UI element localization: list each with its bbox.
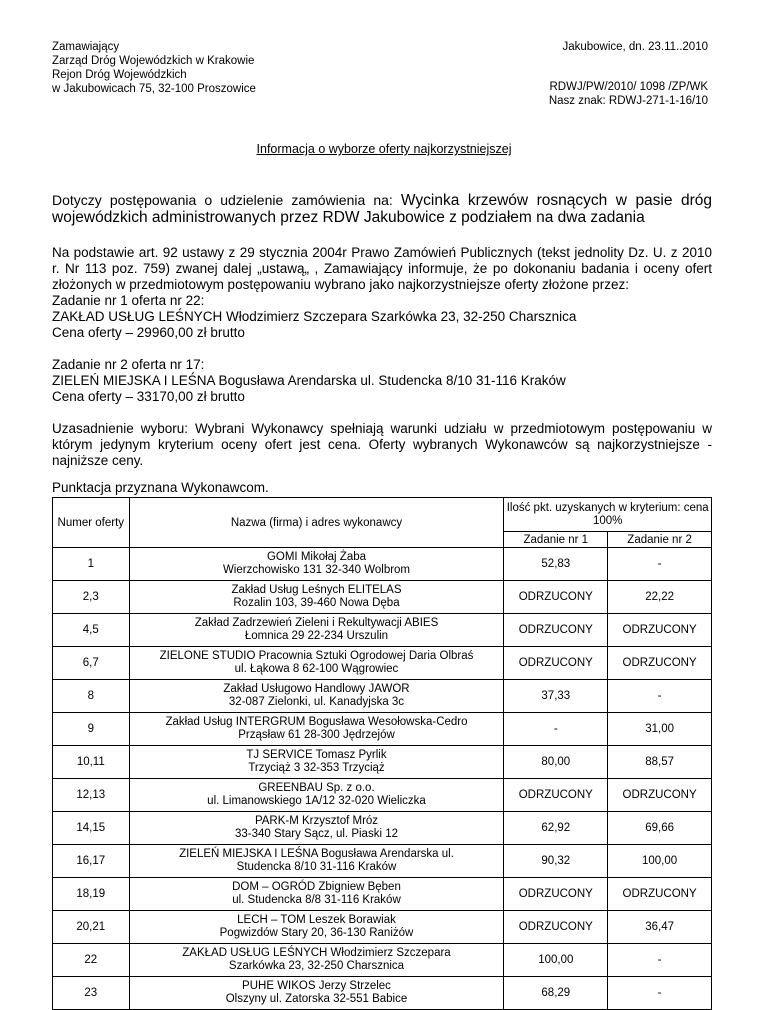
col-task2: Zadanie nr 2 <box>608 532 712 548</box>
task2-line: Zadanie nr 2 oferta nr 17: <box>52 357 205 372</box>
offer-number: 18,19 <box>53 878 130 911</box>
table-row <box>53 581 712 614</box>
col-criteria: Ilość pkt. uzyskanych w kryterium: cena 100% <box>504 498 712 532</box>
subject-lead: Dotyczy postępowania o udzielenie zamówienia na: <box>52 192 393 208</box>
task1-company: ZAKŁAD USŁUG LEŚNYCH Włodzimierz Szczepara Szarkówka 23, 32-250 Charsznica <box>52 309 577 324</box>
task2-company: ZIELEŃ MIEJSKA I LEŚNA Bogusława Arendarska ul. Studencka 8/10 31-116 Kraków <box>52 373 566 388</box>
task2-score: - <box>608 944 712 977</box>
table-row <box>53 812 712 845</box>
reference-number: RDWJ/PW/2010/ 1098 /ZP/WK <box>549 81 708 93</box>
contractor-cell <box>129 944 504 977</box>
offer-number: 4,5 <box>53 614 130 647</box>
contractor-cell <box>129 878 504 911</box>
table-row <box>53 746 712 779</box>
task2-score: 22,22 <box>608 581 712 614</box>
task2-score: 100,00 <box>608 845 712 878</box>
table-row <box>53 548 712 581</box>
ordering-party-block <box>52 40 256 96</box>
offer-number: 6,7 <box>53 647 130 680</box>
ordering-party-line: Zamawiający <box>52 41 120 53</box>
task2-score: - <box>608 548 712 581</box>
task1-score: ODRZUCONY <box>504 878 608 911</box>
table-row <box>53 614 712 647</box>
subject-paragraph <box>52 192 712 226</box>
offer-number: 16,17 <box>53 845 130 878</box>
col-task1: Zadanie nr 1 <box>504 532 608 548</box>
offer-number: 20,21 <box>53 911 130 944</box>
offer-number: 9 <box>53 713 130 746</box>
task2-score: ODRZUCONY <box>608 647 712 680</box>
contractor-cell <box>129 779 504 812</box>
contractor-address: ul. Studencka 8/8 31-116 Kraków <box>232 894 401 906</box>
table-row <box>53 878 712 911</box>
contractor-name: ZIELONE STUDIO Pracownia Sztuki Ogrodowej Daria Olbraś <box>159 650 474 662</box>
table-row <box>53 977 712 1010</box>
document-title: Informacja o wyborze oferty najkorzystniejszej <box>256 142 512 156</box>
task2-score: 69,66 <box>608 812 712 845</box>
ordering-party-line: Zarząd Dróg Wojewódzkich w Krakowie <box>52 55 255 67</box>
task2-score: ODRZUCONY <box>608 878 712 911</box>
contractor-address: Olszyny ul. Zatorska 32-551 Babice <box>225 993 408 1005</box>
contractor-cell <box>129 977 504 1010</box>
basis-paragraph <box>52 245 712 469</box>
task1-score: ODRZUCONY <box>504 911 608 944</box>
contractor-address: Szarkówka 23, 32-250 Charsznica <box>228 960 405 972</box>
contractor-name: Zakład Usługowo Handlowy JAWOR <box>223 683 410 695</box>
contractor-name: Zakład Zadrzewień Zieleni i Rekultywacji ABIES <box>194 617 439 629</box>
contractor-cell <box>129 845 504 878</box>
contractor-cell <box>129 812 504 845</box>
task1-score: 62,92 <box>504 812 608 845</box>
offer-number: 1 <box>53 548 130 581</box>
contractor-address: Trzyciąż 3 32-353 Trzyciąż <box>248 762 385 774</box>
basis-text: Na podstawie art. 92 ustawy z 29 stycznia 2004r Prawo Zamówień Publicznych (tekst jednolity Dz. U. z 2010 r. Nr 113 poz. 759) zwanej dalej „ustawą„ , Zamawiający informuje, że po dokonaniu badania i oceny ofert złożonych w przedmiotowym postępowaniu wybrano jako najkorzystniejsze oferty złożone przez: <box>52 245 712 292</box>
task2-score: - <box>608 680 712 713</box>
contractor-name: GREENBAU Sp. z o.o. <box>258 782 375 794</box>
contractor-name: ZIELEŃ MIEJSKA I LEŚNA Bogusława Arendarska ul. <box>179 848 454 860</box>
offer-number: 12,13 <box>53 779 130 812</box>
our-reference: Nasz znak: RDWJ-271-1-16/10 <box>548 95 708 107</box>
task1-score: 80,00 <box>504 746 608 779</box>
offer-number: 8 <box>53 680 130 713</box>
task1-score: 37,33 <box>504 680 608 713</box>
contractor-address: Studencka 8/10 31-116 Kraków <box>236 861 397 873</box>
reference-block <box>549 40 708 108</box>
task2-score: 88,57 <box>608 746 712 779</box>
task1-score: ODRZUCONY <box>504 614 608 647</box>
contractor-name: DOM – OGRÓD Zbigniew Bęben <box>232 881 401 893</box>
contractor-name: ZAKŁAD USŁUG LEŚNYCH Włodzimierz Szczepara <box>182 947 451 959</box>
contractor-address: Wierzchowisko 131 32-340 Wolbrom <box>222 564 411 576</box>
task1-score: 90,32 <box>504 845 608 878</box>
contractor-cell <box>129 746 504 779</box>
contractor-cell <box>129 680 504 713</box>
task1-score: ODRZUCONY <box>504 779 608 812</box>
task1-score: 52,83 <box>504 548 608 581</box>
contractor-address: Pogwizdów Stary 20, 36-130 Raniżów <box>219 927 414 939</box>
contractor-cell <box>129 713 504 746</box>
ordering-party-line: w Jakubowicach 75, 32-100 Proszowice <box>52 83 256 95</box>
offer-number: 22 <box>53 944 130 977</box>
place-date: Jakubowice, dn. 23.11..2010 <box>562 41 708 53</box>
task1-score: ODRZUCONY <box>504 581 608 614</box>
contractor-address: 32-087 Zielonki, ul. Kanadyjska 3c <box>228 696 405 708</box>
task2-score: 36,47 <box>608 911 712 944</box>
contractor-address: Prząsław 61 28-300 Jędrzejów <box>238 729 395 741</box>
task2-score: 31,00 <box>608 713 712 746</box>
contractor-cell <box>129 911 504 944</box>
task2-score: ODRZUCONY <box>608 614 712 647</box>
table-row <box>53 647 712 680</box>
task2-price: Cena oferty – 33170,00 zł brutto <box>52 389 245 404</box>
contractor-cell <box>129 548 504 581</box>
contractor-address: 33-340 Stary Sącz, ul. Piaski 12 <box>234 828 398 840</box>
contractor-name: PUHE WIKOS Jerzy Strzelec <box>242 980 391 992</box>
contractor-address: Łomnica 29 22-234 Urszulin <box>244 630 389 642</box>
offer-number: 14,15 <box>53 812 130 845</box>
table-row <box>53 713 712 746</box>
contractor-cell <box>129 581 504 614</box>
justification-text: Uzasadnienie wyboru: Wybrani Wykonawcy spełniają warunki udziału w przedmiotowym postępowaniu w którym jedynym kryterium oceny ofert jest cena. Oferty wybranych Wykonawców są najkorzystniejsze - najniższe ceny. <box>52 421 712 468</box>
subject-name: Wycinka krzewów rosnących w pasie dróg wojewódzkich administrowanych przez RDW Jakubowice z podziałem na dwa zadania <box>52 192 713 226</box>
table-row <box>53 845 712 878</box>
task1-score: ODRZUCONY <box>504 647 608 680</box>
col-contractor-name: Nazwa (firma) i adres wykonawcy <box>129 498 504 548</box>
contractor-cell <box>129 647 504 680</box>
table-label: Punktacja przyznana Wykonawcom. <box>52 480 269 495</box>
contractor-cell <box>129 614 504 647</box>
offer-number: 10,11 <box>53 746 130 779</box>
task1-score: 68,29 <box>504 977 608 1010</box>
table-row <box>53 944 712 977</box>
task1-score: 100,00 <box>504 944 608 977</box>
contractor-address: ul. Łąkowa 8 62-100 Wągrowiec <box>234 663 399 675</box>
table-row <box>53 779 712 812</box>
contractor-name: Zakład Usług Leśnych ELITELAS <box>231 584 402 596</box>
col-offer-number: Numer oferty <box>53 498 130 548</box>
contractor-address: ul. Limanowskiego 1A/12 32-020 Wieliczka <box>207 795 426 807</box>
ordering-party-line: Rejon Dróg Wojewódzkich <box>52 69 187 81</box>
table-row <box>53 911 712 944</box>
task2-score: ODRZUCONY <box>608 779 712 812</box>
contractor-name: PARK-M Krzysztof Mróz <box>254 815 379 827</box>
task1-line: Zadanie nr 1 oferta nr 22: <box>52 293 205 308</box>
offer-number: 2,3 <box>53 581 130 614</box>
task2-score: - <box>608 977 712 1010</box>
contractor-name: Zakład Usług INTERGRUM Bogusława Wesołowska-Cedro <box>165 716 468 728</box>
table-row <box>53 680 712 713</box>
offer-number: 23 <box>53 977 130 1010</box>
contractor-name: GOMI Mikołaj Żaba <box>266 551 367 563</box>
scoring-table <box>52 497 712 1010</box>
contractor-name: TJ SERVICE Tomasz Pyrlik <box>246 749 387 761</box>
task1-price: Cena oferty – 29960,00 zł brutto <box>52 325 245 340</box>
task1-score: - <box>504 713 608 746</box>
contractor-address: Rozalin 103, 39-460 Nowa Dęba <box>233 597 400 609</box>
contractor-name: LECH – TOM Leszek Borawiak <box>237 914 396 926</box>
